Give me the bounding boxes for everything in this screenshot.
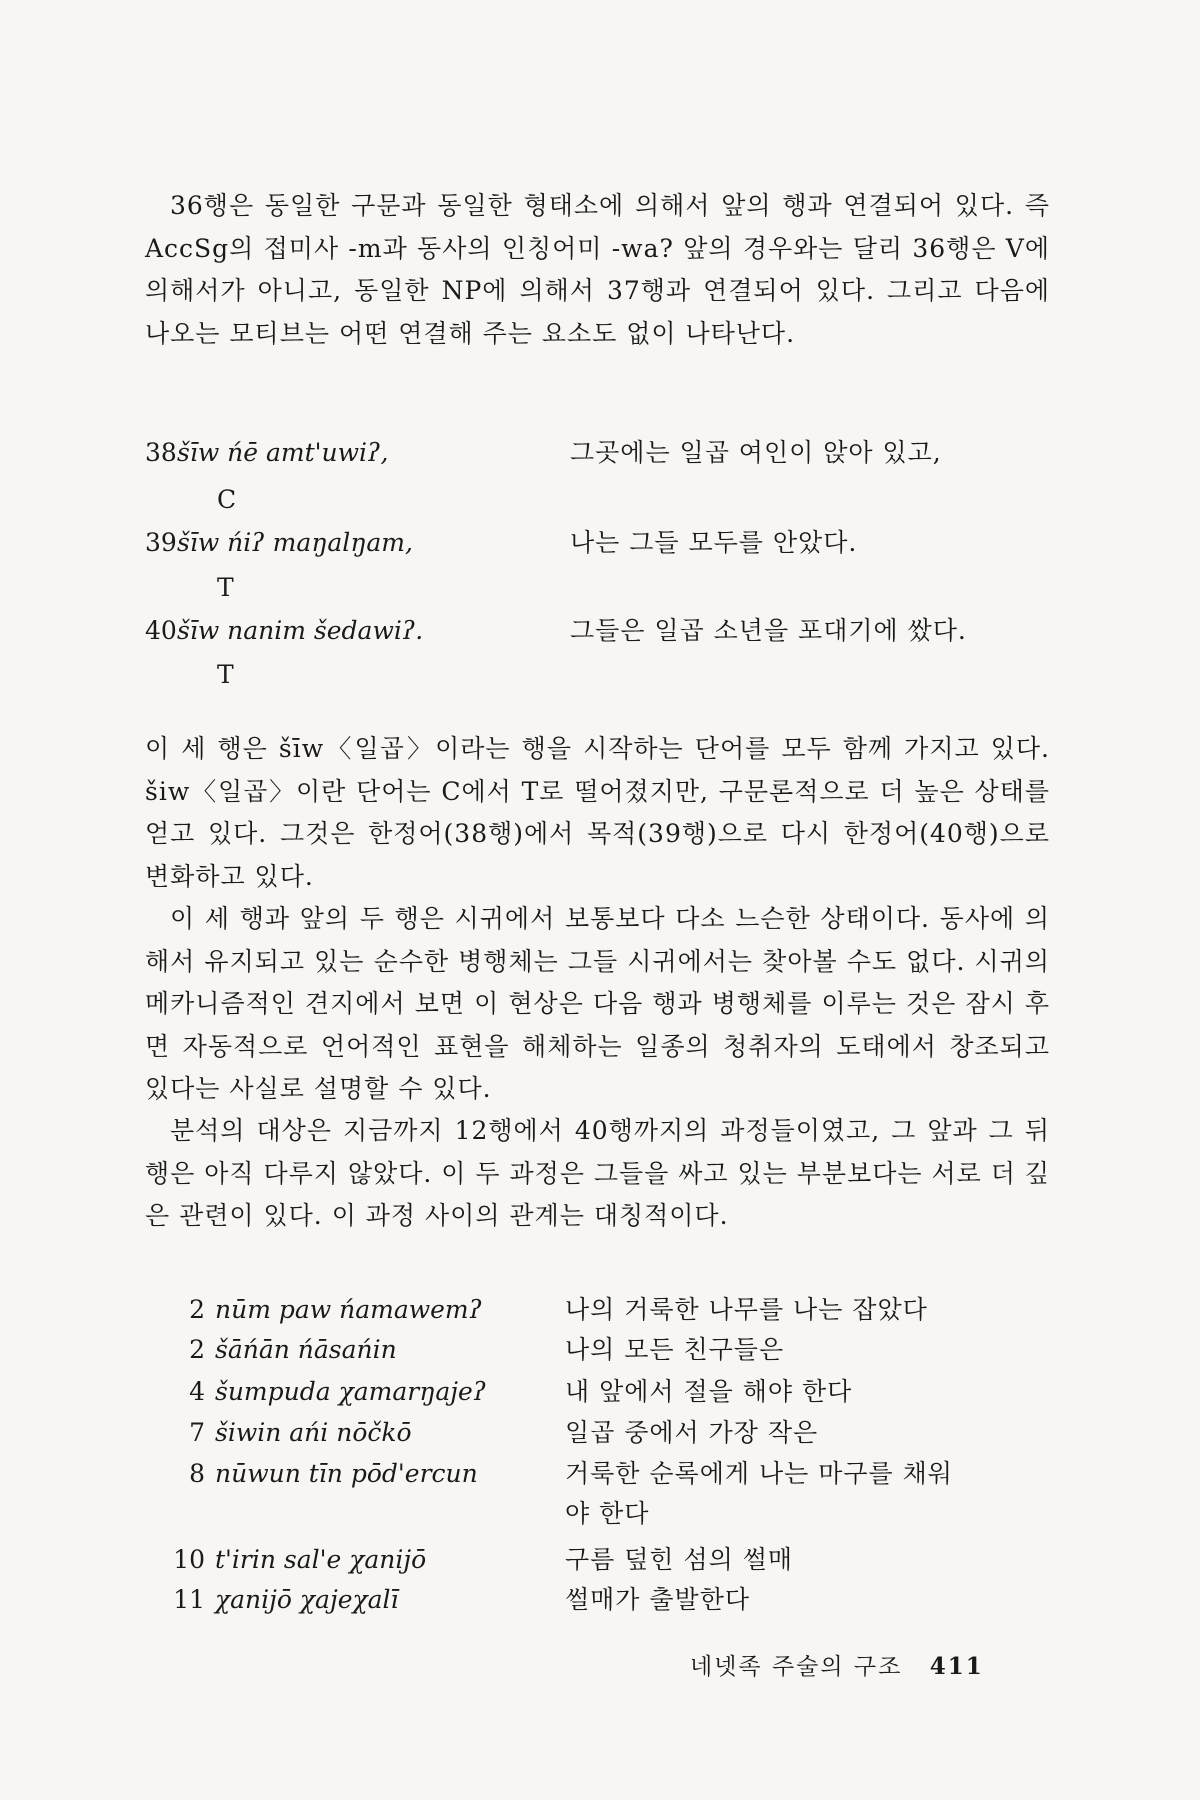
verse-number: 40 <box>145 616 177 645</box>
formula-number: 8 <box>189 1459 205 1488</box>
verse-text: šīw ńiʔ maŋalŋam, <box>177 528 413 557</box>
formula-line <box>145 1290 1050 1330</box>
paragraph-3: 이 세 행과 앞의 두 행은 시귀에서 보통보다 다소 느슨한 상태이다. 동사에 의해서 유지되고 있는 순수한 병행체는 그들 시귀에서는 찾아볼 수도 없다. 시귀의 메카니즘적인 견지에서 보면 이 현상은 다음 행과 병행체를 이루는 것은 잠시 후면 자동적으로 언어적인 표현을 해체하는 일종의 청취자의 도태에서 창조되고 있다는 사실로 설명할 수 있다. <box>145 904 1050 1103</box>
formula-translation: 나의 모든 친구들은 <box>565 1335 785 1364</box>
formula-line <box>145 1413 1050 1453</box>
paragraph-4: 분석의 대상은 지금까지 12행에서 40행까지의 과정들이였고, 그 앞과 그 뒤행은 아직 다루지 않았다. 이 두 과정은 그들을 싸고 있는 부분보다는 서로 더 깊은 관련이 있다. 이 과정 사이의 관계는 대칭적이다. <box>145 1116 1050 1230</box>
verse-translation: 나는 그들 모두를 안았다. <box>570 528 858 557</box>
formula-text: χanijō χajeχalī <box>215 1585 399 1614</box>
formula-number: 7 <box>189 1418 205 1447</box>
formula-text: t'irin sal'e χanijō <box>215 1545 427 1574</box>
verse-text: šīw nanim šedawiʔ. <box>177 616 424 645</box>
formula-line <box>145 1372 1050 1412</box>
formula-translation: 썰매가 출발한다 <box>565 1585 750 1614</box>
formula-line <box>145 1580 1050 1620</box>
formula-text: šiwin ańi nōčkō <box>215 1418 412 1447</box>
paragraph-1: 36행은 동일한 구문과 동일한 형태소에 의해서 앞의 행과 연결되어 있다. 즉 AccSg의 접미사 -m과 동사의 인칭어미 -wa? 앞의 경우와는 달리 36행은 V에 의해서가 아니고, 동일한 NP에 의해서 37행과 연결되어 있다. 그리고 다음에 나오는 모티브는 어떤 연결해 주는 요소도 없이 나타난다. <box>145 191 1050 348</box>
verse-translation: 그들은 일곱 소년을 포대기에 쌌다. <box>570 616 967 645</box>
verse-text: šīw ńē amt'uwiʔ, <box>177 438 389 467</box>
formula-translation: 내 앞에서 절을 해야 한다 <box>565 1377 853 1406</box>
formula-text: šumpuda χamarŋajeʔ <box>215 1377 487 1406</box>
verse-line-39 <box>145 522 1050 564</box>
formula-translation: 거룩한 순록에게 나는 마구를 채워 <box>565 1459 953 1488</box>
page-footer <box>690 1648 984 1681</box>
verse-number: 39 <box>145 528 177 557</box>
paragraph-2: 이 세 행은 šīw〈일곱〉이라는 행을 시작하는 단어를 모두 함께 가지고 있다. šiw〈일곱〉이란 단어는 C에서 T로 떨어졌지만, 구문론적으로 더 높은 상태를 얻고 있다. 그것은 한정어(38행)에서 목적(39행)으로 다시 한정어(40행)으로 변화하고 있다. <box>145 734 1050 891</box>
verse-mark: T <box>217 660 234 689</box>
verse-line-38 <box>145 432 1050 474</box>
formula-translation: 일곱 중에서 가장 작은 <box>565 1418 819 1447</box>
formula-number: 4 <box>189 1377 205 1406</box>
formula-line <box>145 1330 1050 1370</box>
verse-mark-40 <box>145 650 1050 700</box>
formula-number: 10 <box>173 1545 205 1574</box>
running-title: 네넷족 주술의 구조 <box>690 1654 903 1680</box>
verse-line-40 <box>145 610 1050 652</box>
verse-mark-39 <box>145 563 1050 613</box>
verse-number: 38 <box>145 438 177 467</box>
formula-text: nūm paw ńamawemʔ <box>215 1295 483 1324</box>
formula-text: nūwun tīn pōd'ercun <box>215 1459 478 1488</box>
formula-translation: 구름 덮힌 섬의 썰매 <box>565 1545 794 1574</box>
formula-translation-continued: 야 한다 <box>565 1499 650 1528</box>
formula-text: šāńān ńāsańin <box>215 1335 397 1364</box>
formula-number: 2 <box>189 1295 205 1324</box>
formula-number: 2 <box>189 1335 205 1364</box>
verse-mark: T <box>217 573 234 602</box>
formula-line <box>145 1454 1050 1534</box>
formula-line <box>145 1540 1050 1580</box>
verse-mark: C <box>217 485 237 514</box>
formula-translation: 나의 거룩한 나무를 나는 잡았다 <box>565 1295 928 1324</box>
formula-number: 11 <box>173 1585 205 1614</box>
verse-mark-38 <box>145 475 1050 525</box>
page-number: 411 <box>929 1653 984 1680</box>
verse-translation: 그곳에는 일곱 여인이 앉아 있고, <box>570 438 942 467</box>
